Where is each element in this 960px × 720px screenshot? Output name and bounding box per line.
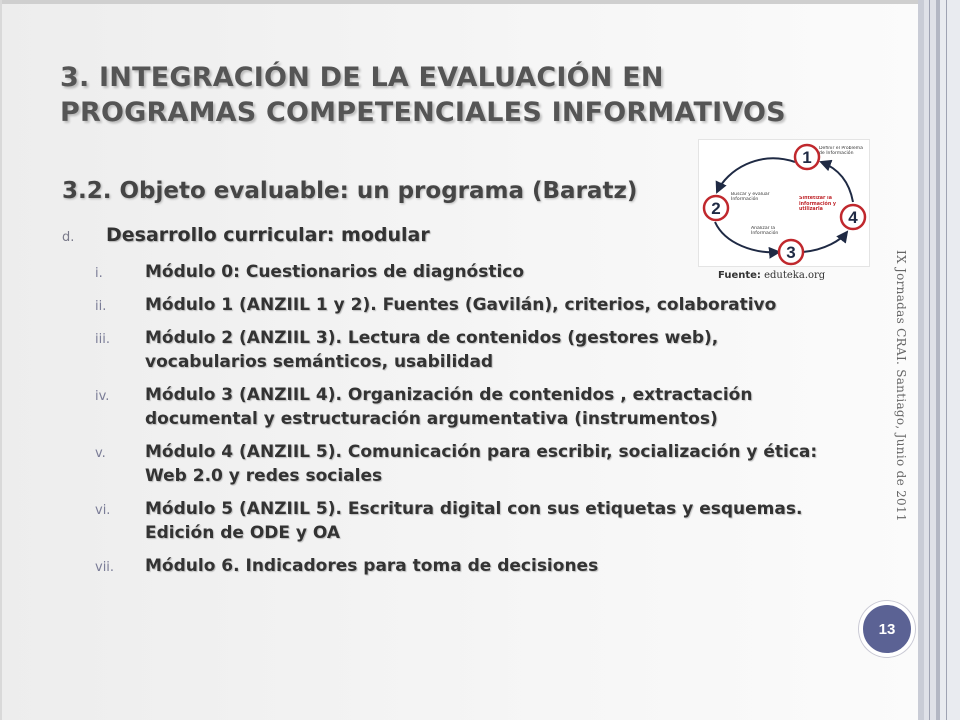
section-heading xyxy=(62,224,430,246)
process-cycle-svg xyxy=(699,140,869,266)
list-item-number: vi. xyxy=(95,503,111,518)
slide-title-line: 3. INTEGRACIÓN DE LA EVALUACIÓN EN xyxy=(60,62,664,93)
side-stripe xyxy=(940,0,960,720)
step-3-label: Analizar la Información xyxy=(751,226,779,237)
list-item-text: Módulo 1 (ANZIIL 1 y 2). Fuentes (Gavilán), criterios, colaborativo xyxy=(145,295,777,315)
list-item-text: Módulo 0: Cuestionarios de diagnóstico xyxy=(145,262,525,282)
process-cycle-diagram xyxy=(698,139,870,267)
side-stripe xyxy=(924,0,936,720)
list-item-number: iii. xyxy=(95,332,110,347)
footer-vertical-text: IX Jornadas CRAI. Santiago, Junio de 2011 xyxy=(894,250,908,522)
list-item-text: Módulo 5 (ANZIIL 5). Escritura digital con sus etiquetas y esquemas. Edición de ODE y OA xyxy=(145,499,803,543)
step-1-label: Definir el Problema de Información xyxy=(819,146,863,157)
slide-title xyxy=(60,60,840,130)
list-item-number: iv. xyxy=(95,389,110,404)
caption-source: eduteka.org xyxy=(764,270,826,281)
section-label: Desarrollo curricular: modular xyxy=(106,224,430,246)
step-4-label-box xyxy=(799,196,843,220)
page-number-badge: 13 xyxy=(859,601,915,657)
step-3-label-box xyxy=(751,226,791,244)
list-item-text: Módulo 6. Indicadores para toma de decisiones xyxy=(145,556,599,576)
list-item-text: Módulo 3 (ANZIIL 4). Organización de contenidos , extractación documental y estructuración argumentativa (instrumentos) xyxy=(145,385,753,429)
cycle-arrow xyxy=(803,232,847,252)
list-item-number: vii. xyxy=(95,560,115,575)
list-item-text: Módulo 4 (ANZIIL 5). Comunicación para escribir, socialización y ética: Web 2.0 y redes sociales xyxy=(145,442,818,486)
side-stripe-line xyxy=(929,0,930,720)
list-item-text: Módulo 2 (ANZIIL 3). Lectura de contenidos (gestores web), vocabularios semánticos, usabilidad xyxy=(145,328,719,372)
list-item xyxy=(95,497,830,545)
step-4-label: Sintetizar la información y utilizarla xyxy=(799,196,837,213)
step-1-number: 1 xyxy=(802,148,812,167)
list-item-number: ii. xyxy=(95,299,107,314)
step-1-label-box xyxy=(819,146,867,176)
list-item xyxy=(95,326,830,374)
step-2-number: 2 xyxy=(711,199,721,218)
slide-title-line: PROGRAMAS COMPETENCIALES INFORMATIVOS xyxy=(60,97,786,128)
list-item xyxy=(95,554,830,578)
step-4-number: 4 xyxy=(848,208,858,227)
list-item-number: i. xyxy=(95,266,103,281)
figure-caption xyxy=(718,270,825,281)
module-list xyxy=(95,260,830,587)
list-item xyxy=(95,440,830,488)
list-item xyxy=(95,293,830,317)
slide-subtitle: 3.2. Objeto evaluable: un programa (Baratz) xyxy=(62,178,638,204)
step-2-label: Buscar y evaluar Información xyxy=(731,192,770,203)
cycle-arrow xyxy=(717,158,795,192)
caption-label: Fuente: xyxy=(718,270,761,281)
side-stripe-line xyxy=(946,0,947,720)
list-item-number: v. xyxy=(95,446,106,461)
step-3-number: 3 xyxy=(786,243,796,262)
section-marker: d. xyxy=(62,230,75,245)
list-item xyxy=(95,383,830,431)
step-2-label-box xyxy=(731,192,775,212)
top-rule xyxy=(2,0,920,4)
